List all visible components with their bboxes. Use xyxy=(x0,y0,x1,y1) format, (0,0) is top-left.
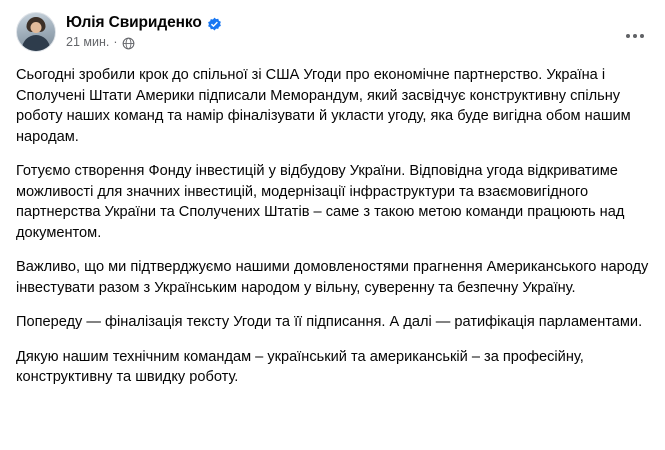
author-row xyxy=(66,13,222,33)
more-dot xyxy=(633,34,637,38)
post-paragraph: Попереду — фіналізація тексту Угоди та її підписання. А далі — ратифікація парламентами. xyxy=(16,314,643,330)
post-paragraph: Сьогодні зробили крок до спільної зі США Угоди про економічне партнерство. Україна і Сполучені Штати Америки підписали Меморандум, який засвідчує конструктивну спільну роботу наших команд та намір фіналізувати й укласти угоду, яка буде вигідна обом нашим народам. xyxy=(16,67,631,145)
avatar-face xyxy=(31,22,42,33)
post-paragraph: Важливо, що ми підтверджуємо нашими домовленостями прагнення Американського народу інвестувати разом з Українським народом у вільну, суверенну та безпечну Україну. xyxy=(16,259,649,296)
post-timestamp[interactable]: 21 мин. xyxy=(66,35,110,49)
post-header xyxy=(16,12,649,56)
verified-badge-icon xyxy=(207,17,222,32)
post-text xyxy=(16,65,649,388)
avatar-body xyxy=(22,35,50,52)
post-meta xyxy=(66,35,222,49)
post-paragraph: Дякую нашим технічним командам – український та американській – за професійну, конструктивну та швидку роботу. xyxy=(16,348,584,385)
author-name[interactable]: Юлія Свириденко xyxy=(66,14,202,31)
more-dot xyxy=(640,34,644,38)
post-header-text xyxy=(66,12,222,49)
avatar[interactable] xyxy=(16,12,56,52)
post-paragraph: Готуємо створення Фонду інвестицій у відбудову України. Відповідна угода відкриватиме можливості для значних інвестицій, модернізації інфраструктури та взаємовигідного партнерства України та Сполучених Штатів – саме з такою метою команди працюють над документом. xyxy=(16,163,625,241)
more-dot xyxy=(626,34,630,38)
more-options-icon[interactable] xyxy=(619,20,651,52)
meta-separator: · xyxy=(113,35,118,49)
globe-icon[interactable] xyxy=(122,37,135,50)
